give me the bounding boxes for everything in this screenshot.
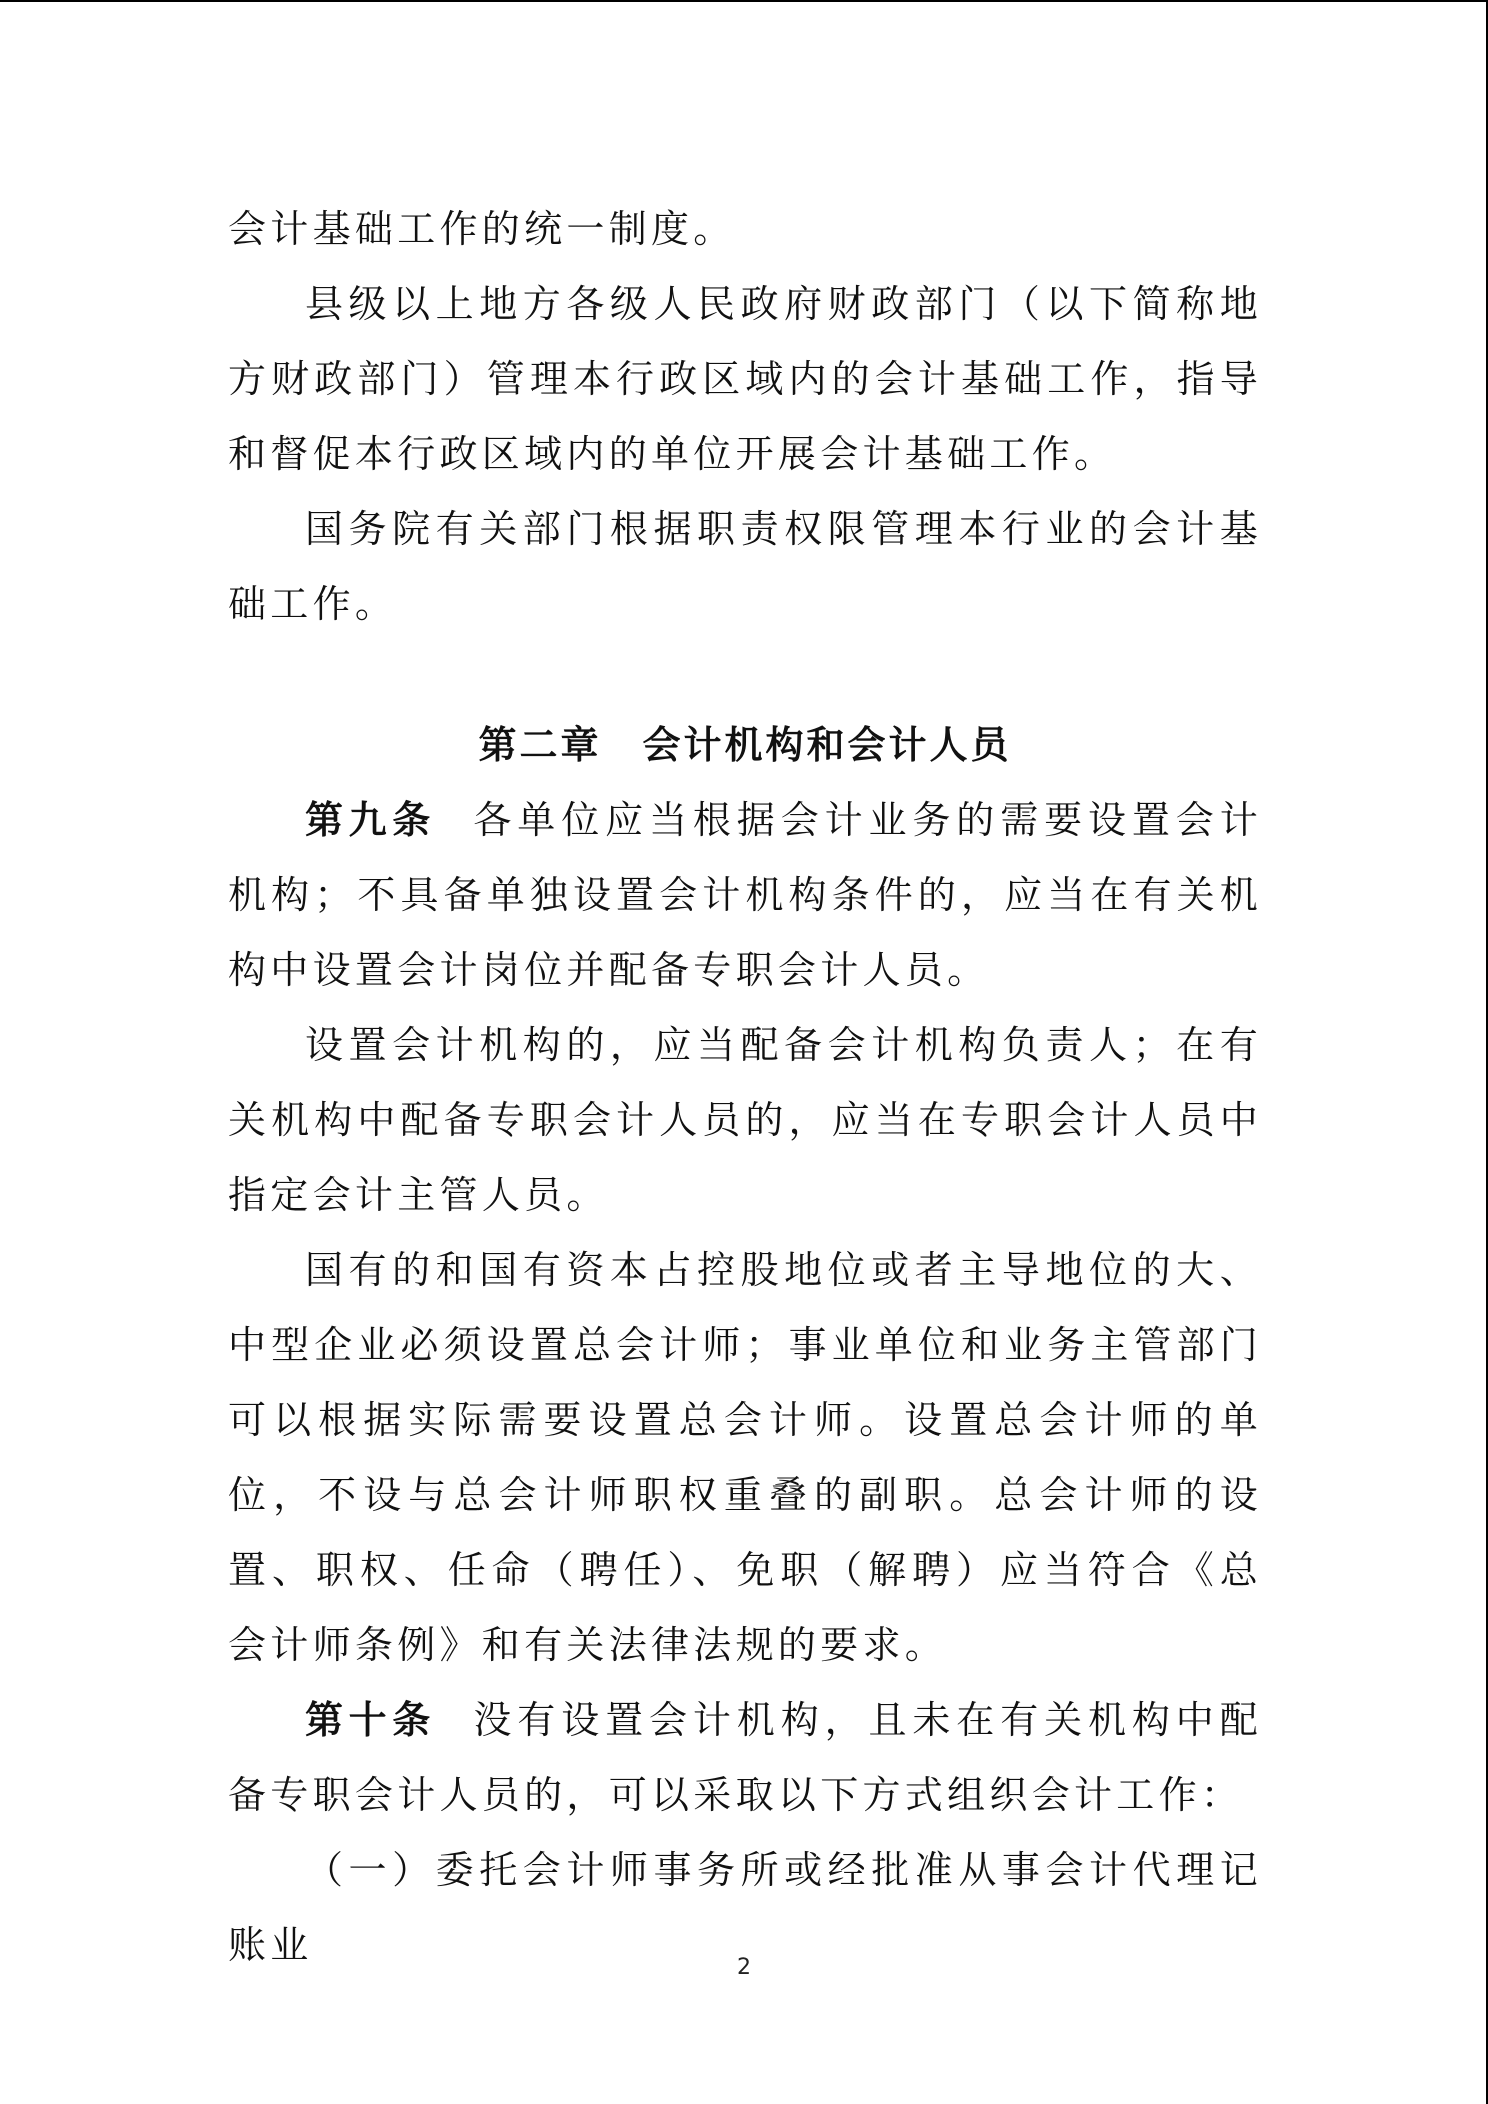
page-body xyxy=(228,192,1262,1983)
article-9-paragraph-2: 设置会计机构的，应当配备会计机构负责人；在有关机构中配备专职会计人员的，应当在专职会计人员中指定会计主管人员。 xyxy=(228,1023,1262,1217)
article-9-text: 各单位应当根据会计业务的需要设置会计机构；不具备单独设置会计机构条件的，应当在有关机构中设置会计岗位并配备专职会计人员。 xyxy=(228,798,1262,992)
article-10-title: 第十条 xyxy=(305,1698,436,1742)
article-10-item-1: （一）委托会计师事务所或经批准从事会计代理记账业 xyxy=(228,1848,1262,1967)
article-9-paragraph-3: 国有的和国有资本占控股地位或者主导地位的大、中型企业必须设置总会计师；事业单位和业务主管部门可以根据实际需要设置总会计师。设置总会计师的单位，不设与总会计师职权重叠的副职。总会计师的设置、职权、任命（聘任）、免职（解聘）应当符合《总会计师条例》和有关法律法规的要求。 xyxy=(228,1248,1262,1667)
paragraph-3: 国务院有关部门根据职责权限管理本行业的会计基础工作。 xyxy=(228,507,1262,626)
chapter-heading: 第二章 会计机构和会计人员 xyxy=(478,723,1012,767)
paragraph-2: 县级以上地方各级人民政府财政部门（以下简称地方财政部门）管理本行政区域内的会计基础工作，指导和督促本行政区域内的单位开展会计基础工作。 xyxy=(228,282,1262,476)
article-10-text: 没有设置会计机构，且未在有关机构中配备专职会计人员的，可以采取以下方式组织会计工作： xyxy=(228,1698,1262,1817)
article-9-title: 第九条 xyxy=(305,798,436,842)
article-9-paragraph xyxy=(228,783,1262,1008)
article-10-paragraph xyxy=(228,1683,1262,1833)
page-number: 2 xyxy=(737,1955,751,1980)
paragraph-1: 会计基础工作的统一制度。 xyxy=(228,207,736,251)
